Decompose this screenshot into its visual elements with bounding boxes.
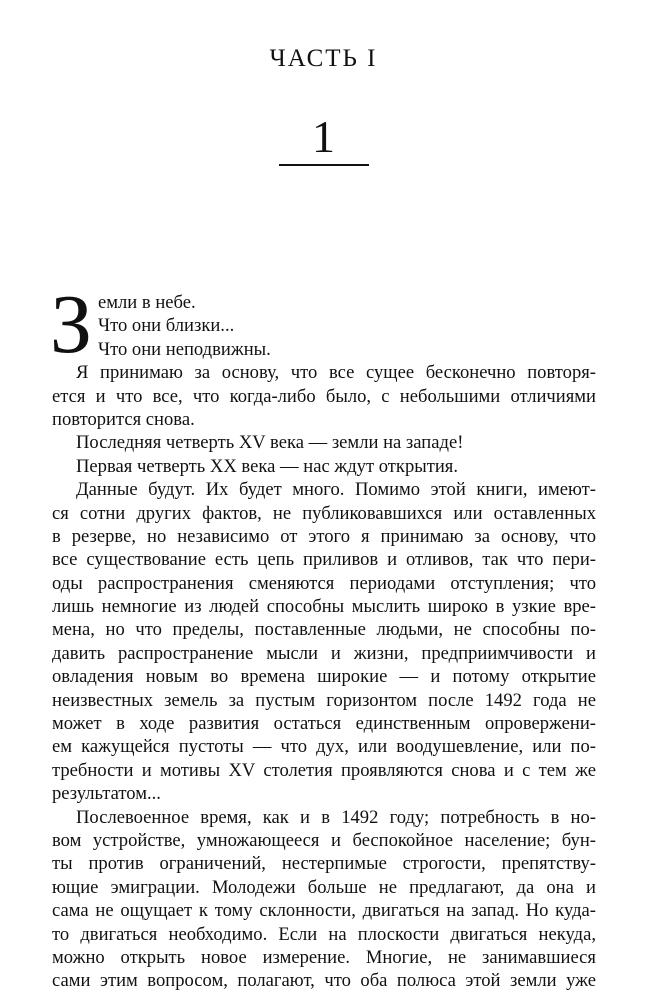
text-line: Послевоенное время, как и в 1492 году; потребность в но- xyxy=(76,806,596,828)
text-line: неизвестных земель за пустым горизонтом после 1492 года не xyxy=(52,689,596,711)
text-line: в резерве, но независимо от этого я принимаю за основу, что xyxy=(52,525,596,547)
text-line: ющие эмиграции. Молодежи больше не предлагают, да она и xyxy=(52,876,596,898)
text-line: мена, но что пределы, поставленные людьми, не способны по- xyxy=(52,619,596,641)
text-line: лишь немногие из людей способны мыслить широко в узкие вре- xyxy=(52,596,596,618)
body-paragraphs xyxy=(52,361,596,993)
text-line: ется и что все, что когда-либо было, с небольшими отличиями xyxy=(52,385,596,407)
text-line: давить распространение мысли и жизни, предприимчивости и xyxy=(52,642,596,664)
text-line: может в ходе развития остаться единственным опровержени- xyxy=(52,713,596,735)
verse-line: емли в небе. xyxy=(98,292,196,313)
text-line: Первая четверть XX века — нас ждут открытия. xyxy=(76,455,459,477)
text-line: ем кажущейся пустоты — что дух, или воодушевление, или по- xyxy=(52,736,596,758)
drop-cap: З xyxy=(50,278,93,371)
text-line: повторится снова. xyxy=(52,408,195,430)
text-line: результатом... xyxy=(52,783,161,805)
chapter-divider xyxy=(279,164,369,166)
text-line: сама не ощущает к тому склонности, двигаться на запад. Но куда- xyxy=(52,900,596,922)
chapter-body xyxy=(50,278,596,993)
text-line: то двигаться необходимо. Если на плоскости двигаться некуда, xyxy=(52,923,596,945)
text-line: требности и мотивы XV столетия проявляются снова и с тем же xyxy=(52,759,596,781)
text-line: оды распространения сменяются периодами отступления; что xyxy=(52,572,596,594)
text-line: Последняя четверть XV века — земли на западе! xyxy=(76,432,464,454)
text-line: все существование есть цепь приливов и отливов, так что пери- xyxy=(52,549,596,571)
part-title: ЧАСТЬ I xyxy=(269,45,378,72)
text-line: Я принимаю за основу, что все сущее бесконечно повторя- xyxy=(76,362,596,384)
text-line: ся сотни других фактов, не публиковавшихся или оставленных xyxy=(52,502,596,524)
text-line: можно открыть новое измерение. Многие, не занимавшиеся xyxy=(52,946,596,968)
chapter-number: 1 xyxy=(312,111,335,162)
verse-line: Что они близки... xyxy=(98,315,235,337)
text-line: вом устройстве, умножающееся и беспокойное население; бун- xyxy=(52,830,596,851)
opening-verse xyxy=(50,278,596,371)
text-line: овладения новым во времена широкие — и потому открытие xyxy=(52,666,596,688)
text-line: ты против ограничений, нестерпимые строгости, препятству- xyxy=(52,853,596,875)
text-line: Данные будут. Их будет много. Помимо этой книги, имеют- xyxy=(76,479,596,501)
verse-line: Что они неподвижны. xyxy=(98,338,271,360)
text-line: сами этим вопросом, полагают, что оба полюса этой земли уже xyxy=(52,970,596,992)
